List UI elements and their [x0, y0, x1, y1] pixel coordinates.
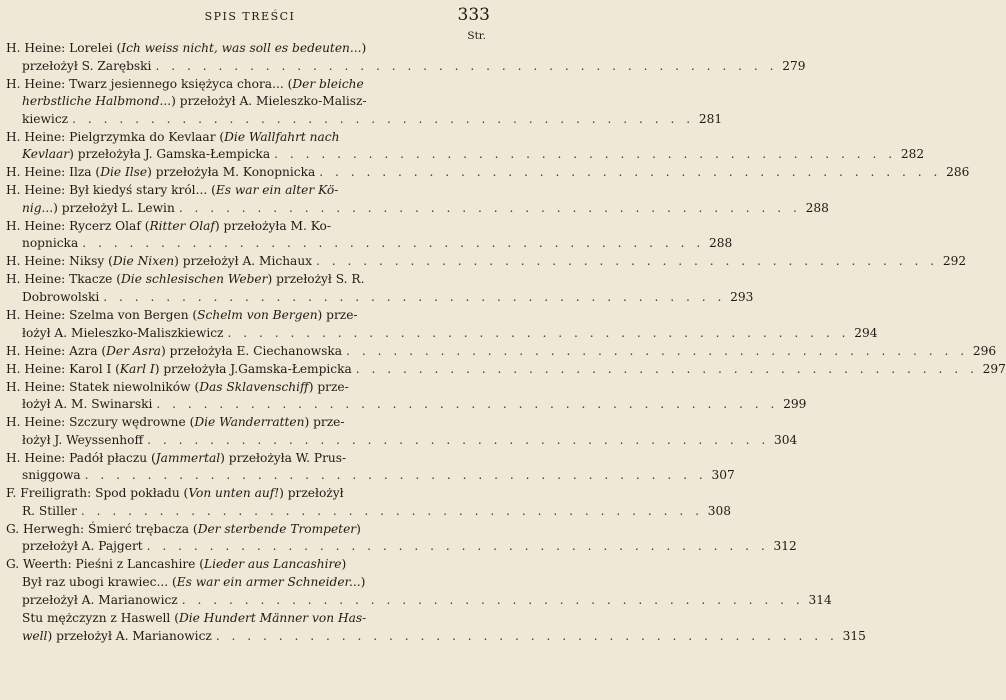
- dot-leader: . . . . . . . . . . . . . . . . . . . . . . . . . . . . . . . . . . . . . . . .: [227, 325, 850, 340]
- entry-page-number: 293: [730, 290, 754, 305]
- entry-text: ) przełożył S. R.: [267, 272, 365, 287]
- entry-text: przełożył A. Pajgert: [22, 539, 143, 554]
- entry-text: R. Stiller: [22, 503, 77, 518]
- entry-original-title: Es war ein alter Kö-: [215, 183, 339, 198]
- entry-text: H. Heine: Padół płaczu (: [6, 450, 156, 465]
- toc-entry: [0, 271, 754, 306]
- entry-line: [0, 200, 829, 218]
- entry-line-text: [22, 289, 99, 307]
- toc-entry: [0, 521, 797, 556]
- dot-leader: . . . . . . . . . . . . . . . . . . . . . . . . . . . . . . . . . . . . . . . .: [319, 165, 942, 180]
- entry-line: [0, 218, 500, 236]
- entry-original-title: Lieder aus Lancashire: [204, 557, 342, 572]
- entry-page-number: 294: [854, 325, 878, 340]
- toc-entry: [0, 485, 731, 520]
- entry-line: [0, 610, 500, 628]
- entry-text: H. Heine: Tkacze (: [6, 272, 122, 287]
- toc-entry: [0, 343, 997, 361]
- entry-original-title: Die Nixen: [112, 254, 175, 269]
- entry-line: [0, 432, 798, 450]
- entry-line: [0, 396, 807, 414]
- dot-leader: . . . . . . . . . . . . . . . . . . . . . . . . . . . . . . . . . . . . . . . .: [82, 236, 705, 251]
- entry-line: [0, 93, 500, 111]
- entry-text: ) przełożył: [279, 486, 344, 501]
- entry-page-number: 279: [782, 58, 806, 73]
- entry-line: [0, 271, 500, 289]
- entry-text: ) przełożyła J. Gamska-Łempicka: [69, 147, 271, 162]
- entry-page-number: 304: [773, 432, 798, 447]
- entry-line-text: [22, 325, 223, 343]
- entry-text: ): [356, 521, 361, 536]
- entry-original-title: Ritter Olaf: [149, 218, 215, 233]
- entry-original-title: Der Asra: [106, 343, 161, 358]
- entry-text: ): [360, 575, 366, 590]
- entry-page-number: 292: [942, 254, 967, 269]
- toc-entry: [0, 253, 967, 271]
- entry-text: nopnicka: [22, 236, 79, 251]
- dot-leader: . . . . . . . . . . . . . . . . . . . . . . . . . . . . . . . . . . . . . . . .: [178, 200, 801, 215]
- entry-text: ) przełożył A. Michaux: [174, 254, 313, 269]
- entry-line: [0, 111, 723, 129]
- entry-line: [0, 146, 925, 164]
- entry-original-title: Der bleiche: [292, 76, 364, 91]
- entry-line-text: [22, 235, 78, 253]
- entry-original-title: Es war ein armer Schneider...: [176, 575, 361, 590]
- entry-text: łożył J. Weyssenhoff: [22, 432, 144, 447]
- entry-text: H. Heine: Lorelei (: [6, 41, 122, 55]
- entry-page-number: 299: [783, 397, 807, 412]
- entry-line: [0, 485, 500, 503]
- entry-line: [0, 379, 500, 397]
- entry-page-number: 281: [698, 111, 723, 126]
- entry-line-text: [22, 538, 143, 556]
- entry-text: ) prze-: [317, 308, 358, 323]
- entry-text: ) prze-: [304, 415, 345, 430]
- entry-text: ) przełożył L. Lewin: [53, 200, 175, 215]
- entry-text: sniggowa: [22, 468, 81, 483]
- entry-line-text: [22, 146, 270, 164]
- entry-original-title: Die schlesischen Weber: [121, 272, 268, 287]
- toc-entry: [0, 40, 806, 75]
- dot-leader: . . . . . . . . . . . . . . . . . . . . . . . . . . . . . . . . . . . . . . . .: [84, 468, 707, 483]
- entry-line-text: [22, 58, 151, 76]
- toc-entry: [0, 164, 970, 182]
- entry-page-number: 314: [808, 593, 832, 608]
- entry-line-text: [22, 592, 178, 610]
- entry-original-title: Ich weiss nicht, was soll es bedeuten...: [121, 41, 362, 55]
- entry-page-number: 308: [707, 503, 731, 518]
- entry-text: ) przełożył A. Mieleszko-Malisz-: [171, 94, 367, 109]
- entry-text: przełożył A. Marianowicz: [22, 593, 178, 608]
- toc-entry: [0, 450, 735, 485]
- entry-line-text: [22, 432, 143, 450]
- entry-line: [0, 164, 970, 182]
- entry-text: G. Weerth: Pieśni z Lancashire (: [6, 557, 205, 572]
- table-of-contents: [0, 40, 1006, 646]
- entry-line: [0, 40, 500, 58]
- dot-leader: . . . . . . . . . . . . . . . . . . . . . . . . . . . . . . . . . . . . . . . .: [72, 111, 695, 126]
- entry-line-text: [22, 396, 152, 414]
- entry-text: ): [361, 41, 367, 55]
- entry-text: Był raz ubogi krawiec... (: [22, 575, 177, 590]
- entry-line: [0, 592, 832, 610]
- entry-original-title: nig...: [22, 200, 54, 215]
- entry-line: [0, 76, 500, 94]
- entry-text: ): [341, 557, 347, 572]
- toc-entry: [0, 574, 832, 609]
- entry-line: [0, 182, 500, 200]
- entry-original-title: Von unten auf!: [188, 486, 280, 501]
- entry-page-number: 312: [773, 539, 797, 554]
- entry-original-title: Jammertal: [155, 450, 221, 465]
- entry-line: [0, 628, 866, 646]
- entry-line: [0, 129, 500, 147]
- dot-leader: . . . . . . . . . . . . . . . . . . . . . . . . . . . . . . . . . . . . . . . .: [215, 628, 838, 643]
- entry-text: ) prze-: [308, 379, 349, 394]
- entry-text: ) przełożyła E. Ciechanowska: [160, 343, 343, 358]
- entry-line: [0, 253, 967, 271]
- entry-line: [0, 503, 731, 521]
- entry-line: [0, 574, 500, 592]
- entry-line: [0, 235, 733, 253]
- entry-line: [0, 343, 997, 361]
- dot-leader: . . . . . . . . . . . . . . . . . . . . . . . . . . . . . . . . . . . . . . . .: [146, 539, 769, 554]
- entry-page-number: 307: [711, 468, 735, 483]
- dot-leader: . . . . . . . . . . . . . . . . . . . . . . . . . . . . . . . . . . . . . . . .: [155, 58, 778, 73]
- dot-leader: . . . . . . . . . . . . . . . . . . . . . . . . . . . . . . . . . . . . . . . .: [316, 254, 939, 269]
- toc-entry: [0, 218, 733, 253]
- entry-line-text: [22, 200, 175, 218]
- entry-line: [0, 467, 735, 485]
- entry-text: H. Heine: Szczury wędrowne (: [6, 415, 195, 430]
- entry-text: H. Heine: Rycerz Olaf (: [6, 218, 150, 233]
- entry-text: H. Heine: Twarz jesiennego księżyca chora... (: [6, 76, 293, 91]
- entry-line: [0, 450, 500, 468]
- entry-original-title: Die Wallfahrt nach: [224, 129, 340, 144]
- entry-page-number: 286: [946, 165, 970, 180]
- entry-line: [0, 538, 797, 556]
- toc-entry: [0, 76, 723, 129]
- entry-text: ) przełożyła M. Konopnicka: [147, 165, 316, 180]
- entry-line-text: [22, 467, 81, 485]
- dot-leader: . . . . . . . . . . . . . . . . . . . . . . . . . . . . . . . . . . . . . . . .: [147, 432, 770, 447]
- entry-text: ) przełożyła W. Prus-: [220, 450, 347, 465]
- page-header: [0, 4, 500, 28]
- entry-page-number: 288: [709, 236, 733, 251]
- toc-entry: [0, 610, 866, 645]
- entry-line: [0, 556, 500, 574]
- entry-text: G. Herwegh: Śmierć trębacza (: [6, 521, 198, 536]
- entry-text: ) przełożyła M. Ko-: [214, 218, 331, 233]
- entry-text: kiewicz: [22, 111, 69, 126]
- entry-line-text: [6, 253, 312, 271]
- entry-text: łożył A. M. Swinarski: [22, 397, 153, 412]
- toc-entry: [0, 414, 798, 449]
- entry-line-text: [6, 343, 342, 361]
- entry-text: ) przełożyła J.Gamska-Łempicka: [154, 361, 352, 376]
- entry-text: ) przełożył A. Marianowicz: [47, 628, 212, 643]
- entry-text: H. Heine: Statek niewolników (: [6, 379, 200, 394]
- entry-page-number: 315: [842, 628, 866, 643]
- dot-leader: . . . . . . . . . . . . . . . . . . . . . . . . . . . . . . . . . . . . . . . .: [181, 593, 804, 608]
- dot-leader: . . . . . . . . . . . . . . . . . . . . . . . . . . . . . . . . . . . . . . . .: [80, 503, 703, 518]
- entry-original-title: Der sterbende Trompeter: [197, 521, 357, 536]
- entry-original-title: Die Wanderratten: [194, 415, 305, 430]
- entry-line: [0, 307, 500, 325]
- entry-text: przełożył S. Zarębski: [22, 58, 152, 73]
- entry-line: [0, 521, 500, 539]
- dot-leader: . . . . . . . . . . . . . . . . . . . . . . . . . . . . . . . . . . . . . . . .: [103, 290, 726, 305]
- entry-original-title: Karl I: [119, 361, 155, 376]
- dot-leader: . . . . . . . . . . . . . . . . . . . . . . . . . . . . . . . . . . . . . . . .: [156, 397, 779, 412]
- toc-entry: [0, 129, 925, 164]
- entry-page-number: 288: [805, 200, 829, 215]
- entry-text: H. Heine: Ilza (: [6, 165, 101, 180]
- entry-line: [0, 325, 878, 343]
- toc-entry: [0, 182, 829, 217]
- entry-line: [0, 414, 500, 432]
- entry-page-number: 296: [972, 343, 997, 358]
- entry-text: F. Freiligrath: Spod pokładu (: [6, 486, 189, 501]
- dot-leader: . . . . . . . . . . . . . . . . . . . . . . . . . . . . . . . . . . . . . . . .: [274, 147, 897, 162]
- page-number: 333: [457, 5, 490, 25]
- entry-line-text: [22, 628, 212, 646]
- entry-text: H. Heine: Był kiedyś stary król... (: [6, 183, 216, 198]
- dot-leader: . . . . . . . . . . . . . . . . . . . . . . . . . . . . . . . . . . . . . . . .: [355, 361, 978, 376]
- entry-text: H. Heine: Pielgrzymka do Kevlaar (: [6, 129, 225, 144]
- entry-original-title: Die Hundert Männer von Has-: [178, 611, 367, 626]
- entry-line-text: [22, 503, 77, 521]
- entry-text: H. Heine: Szelma von Bergen (: [6, 308, 198, 323]
- entry-original-title: Das Sklavenschiff: [199, 379, 309, 394]
- running-title: SPIS TREŚCI: [204, 10, 296, 23]
- toc-entry: [0, 379, 807, 414]
- entry-text: Dobrowolski: [22, 290, 100, 305]
- toc-entry: [0, 361, 1006, 379]
- entry-line-text: [22, 111, 68, 129]
- entry-text: H. Heine: Niksy (: [6, 254, 113, 269]
- entry-line: [0, 58, 806, 76]
- entry-text: H. Heine: Karol I (: [6, 361, 120, 376]
- entry-page-number: 282: [900, 147, 925, 162]
- entry-line: [0, 361, 1006, 379]
- entry-text: łożył A. Mieleszko-Maliszkiewicz: [22, 325, 224, 340]
- entry-line-text: [6, 164, 315, 182]
- entry-original-title: Kevlaar: [22, 147, 70, 162]
- entry-line: [0, 289, 754, 307]
- entry-text: H. Heine: Azra (: [6, 343, 107, 358]
- entry-original-title: herbstliche Halbmond...: [22, 94, 172, 109]
- toc-section-heading: [0, 556, 500, 574]
- entry-original-title: well: [22, 628, 48, 643]
- entry-page-number: 297: [982, 361, 1006, 376]
- toc-entry: [0, 307, 878, 342]
- entry-text: Stu mężczyzn z Haswell (: [22, 611, 179, 626]
- entry-original-title: Die Ilse: [100, 165, 148, 180]
- entry-line-text: [6, 361, 352, 379]
- entry-original-title: Schelm von Bergen: [197, 308, 318, 323]
- dot-leader: . . . . . . . . . . . . . . . . . . . . . . . . . . . . . . . . . . . . . . . .: [346, 343, 969, 358]
- page-column-label: Str.: [467, 30, 486, 42]
